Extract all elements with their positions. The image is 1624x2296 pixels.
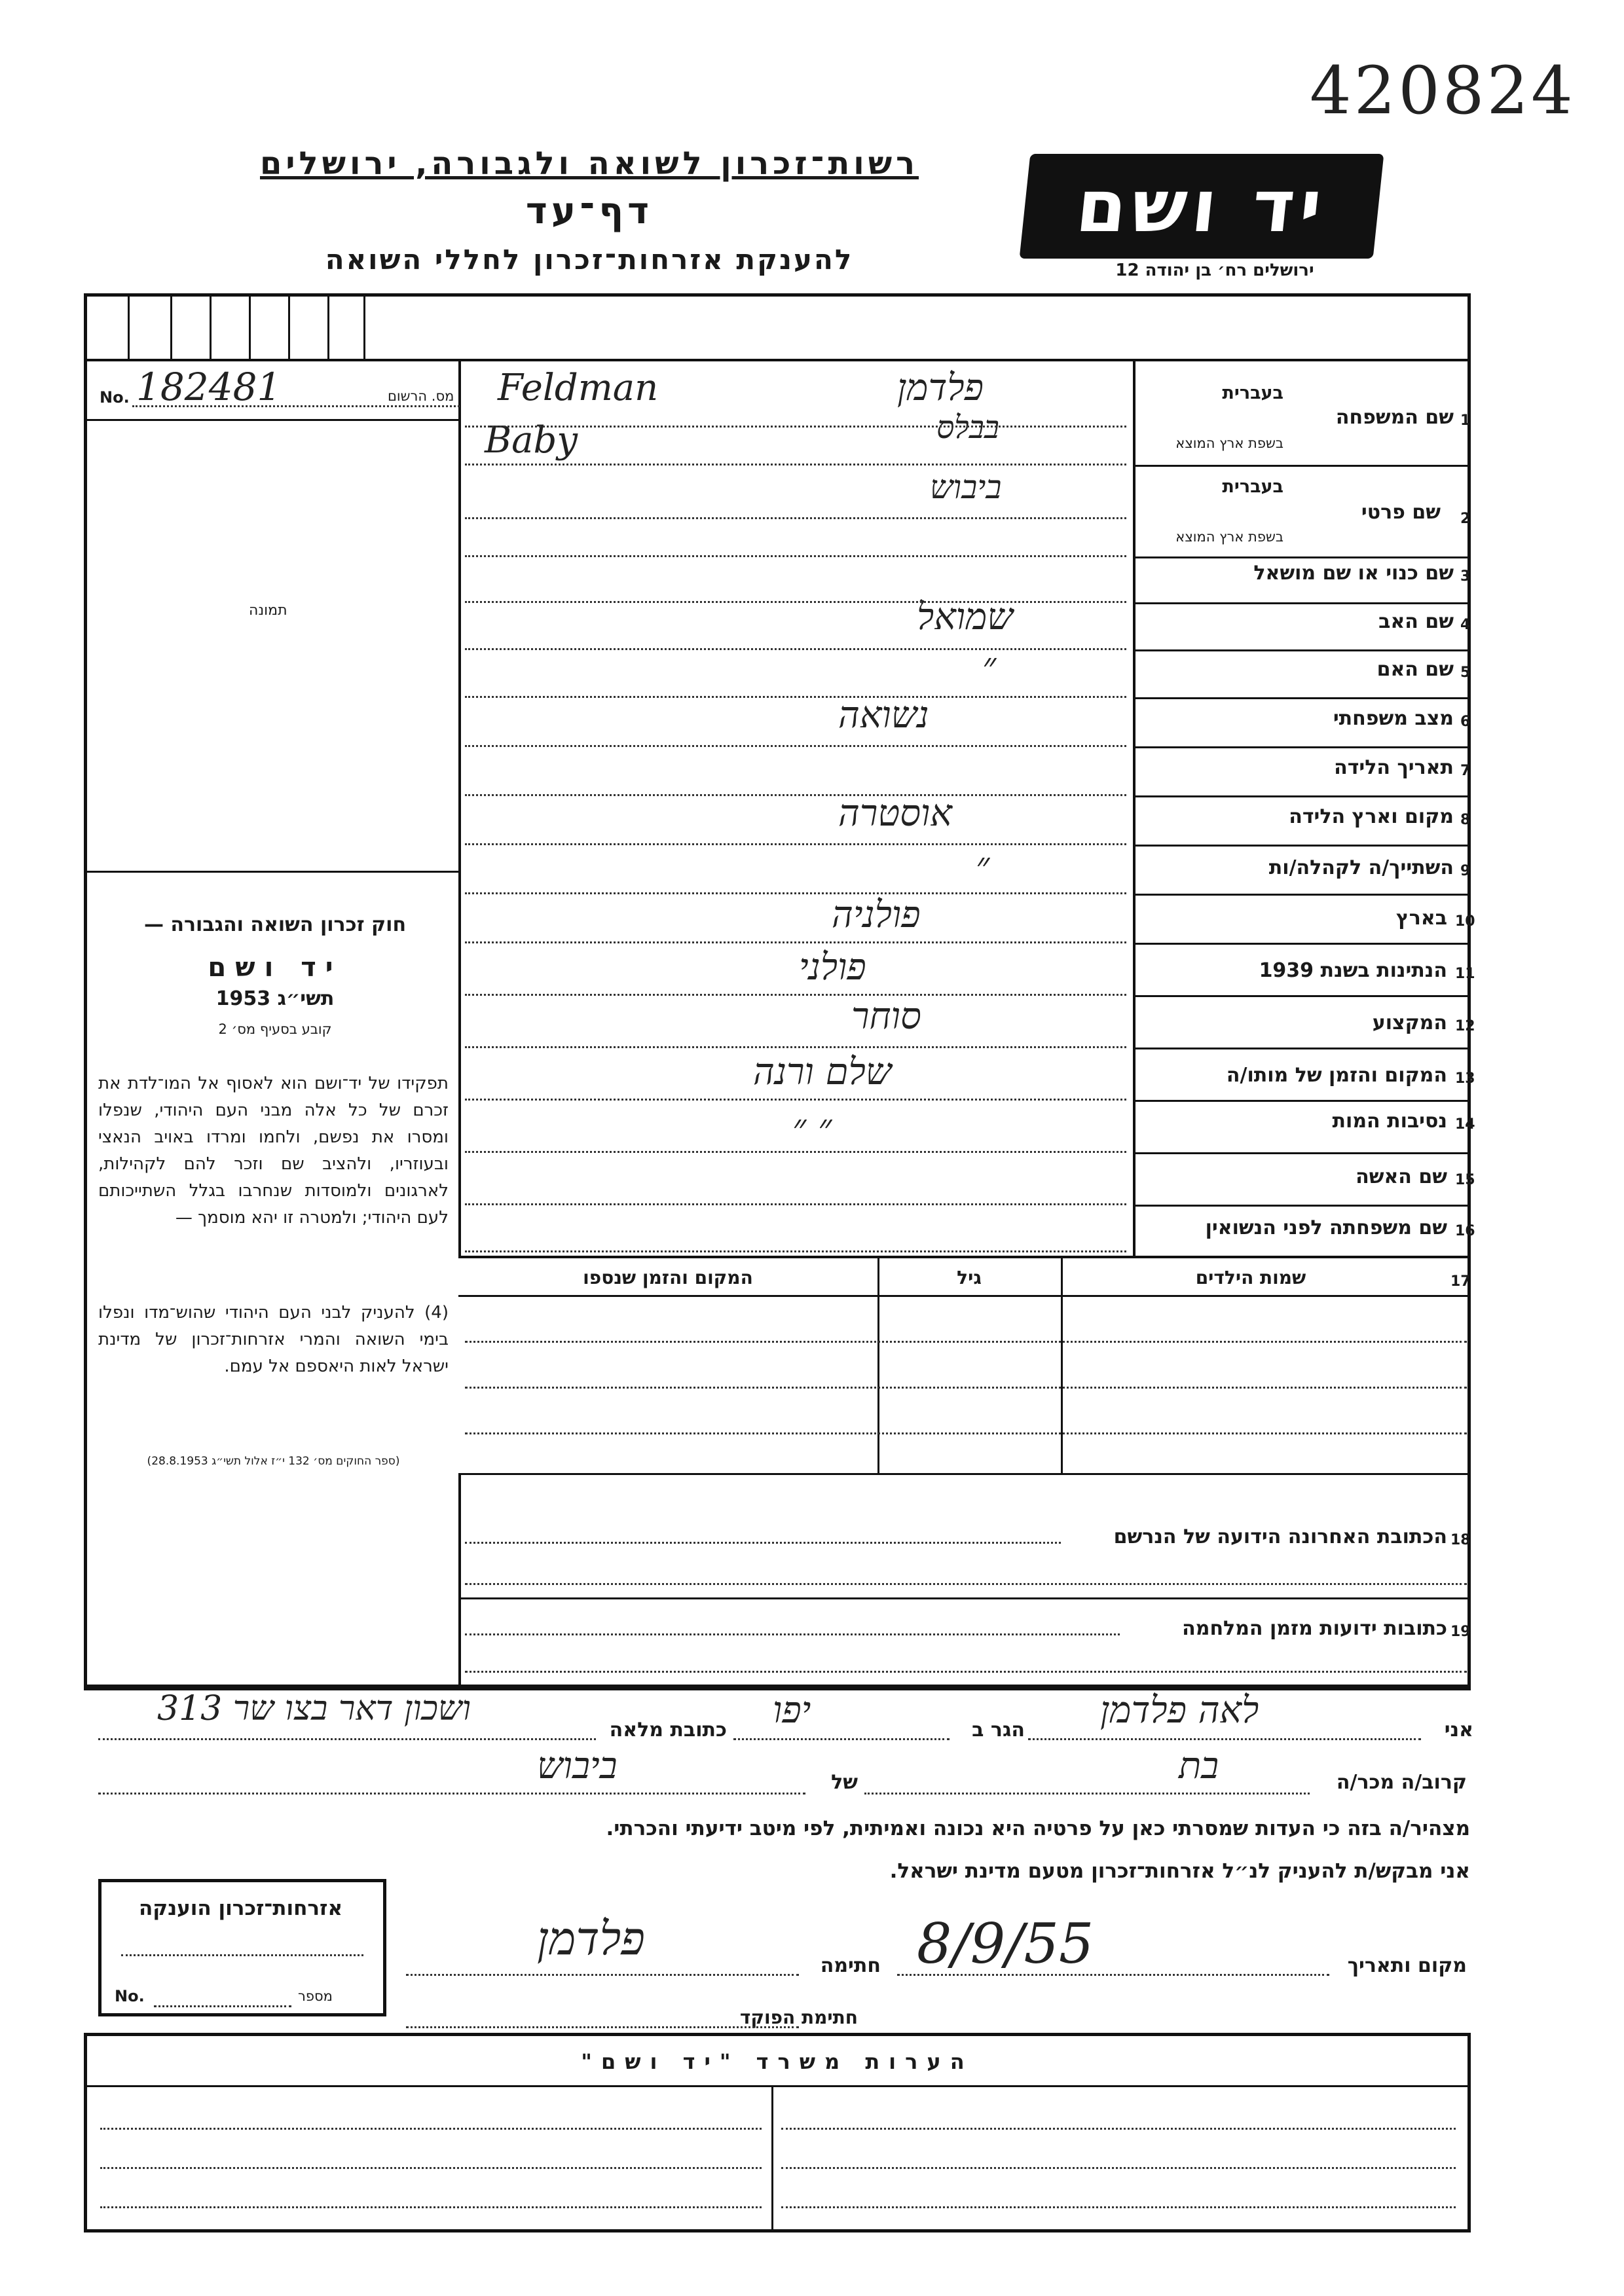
law-year: תשי״ג 1953 [215, 987, 335, 1010]
registration-number-value: 182481 [136, 365, 282, 409]
field-16-label: שם משפחתה לפני הנשואין [1205, 1216, 1447, 1239]
decl-ani: אני [1444, 1719, 1473, 1741]
field-6-number: 6 [1460, 714, 1471, 730]
address-last-number: 18 [1450, 1532, 1471, 1548]
logo-text: יד ושם [1072, 164, 1331, 248]
field-14-label: נסיבות המות [1332, 1110, 1447, 1133]
label-column-divider [1133, 359, 1135, 1256]
field-12-label: המקצוע [1372, 1011, 1447, 1034]
children-names-header: שמות הילדים [1195, 1267, 1306, 1288]
field-1-sub-top: בעברית [1222, 383, 1283, 403]
field-15-number: 15 [1455, 1172, 1475, 1188]
address-last-label: הכתובת האחרונה הידועה של הנרשם [1113, 1525, 1447, 1548]
field-14-number: 14 [1455, 1116, 1475, 1133]
field-10-value: פולניה [832, 894, 921, 936]
registration-no-label: No. [100, 388, 130, 407]
field-8-label: מקום וארץ הלידה [1289, 805, 1454, 828]
declaration-line-1: מצהיר/ה בזה כי העדות שמסרתי כאן על פרטיה היא נכונה ואמיתית, לפי מיטב ידיעתי והכרתי. [606, 1817, 1470, 1840]
field-2-number: 2 [1460, 511, 1471, 527]
archive-number: 420824 [1310, 52, 1576, 129]
of-value: ביבוש [537, 1745, 618, 1787]
residing-label: הגר ב [972, 1719, 1025, 1741]
form-title: דף־עד [525, 190, 654, 232]
field-12-value: סוחר [851, 995, 921, 1038]
field-7-number: 7 [1460, 763, 1471, 779]
office-notes-box [84, 2033, 1471, 2232]
field-2-sub-top: בעברית [1222, 477, 1283, 497]
declaration-line-2: אני מבקש/ת להעניק לנ״ל אזרחות־זכרון מטעם מדינת ישראל. [889, 1859, 1470, 1883]
law-paragraph-2: (4) להעניק לבני העם היהודי שהוש־מדו ונפלו בימי השואה והמרי אזרחות־זכרון של מדינת ישראל לאות היאספם אל עמם. [98, 1303, 449, 1376]
photo-label: תמונה [249, 602, 287, 619]
registration-field [100, 365, 456, 409]
children-place-header: המקום והזמן שנספו [583, 1267, 753, 1288]
citizenship-box [98, 1879, 386, 2016]
field-11-number: 11 [1455, 966, 1475, 982]
field-13-value: שלם ורנה [753, 1051, 892, 1093]
field-15-label: שם האשה [1356, 1165, 1447, 1188]
field-1-sub-bottom: בשפת ארץ המוצא [1175, 435, 1283, 451]
registration-label: מס. הרשום [388, 388, 454, 404]
law-source: (ספר החוקים מס׳ 132 י״ז אלול תשי״ג 28.8.1953) [147, 1455, 400, 1468]
form-subtitle: להענקת אזרחות־זכרון לחללי השואה [325, 244, 854, 276]
signature-label: חתימה [820, 1954, 881, 1977]
field-2-value-hebrew: בבלס [936, 409, 1000, 446]
field-13-label: המקום והזמן של מותו/ה [1226, 1064, 1447, 1087]
authority-title: רשות־זכרון לשואה ולגבורה, ירושלים [259, 145, 919, 182]
field-2-value-latin: Baby [485, 419, 578, 462]
field-11-label: הנתינות בשנת 1939 [1259, 959, 1447, 982]
field-1-value-latin: Feldman [498, 367, 659, 409]
residing-value: יפו [773, 1689, 811, 1732]
field-10-label: בארץ [1395, 907, 1447, 930]
place-date-value: 8/9/55 [917, 1912, 1094, 1976]
field-9-number: 9 [1460, 863, 1471, 879]
field-2-sub-bottom: בשפת ארץ המוצא [1175, 529, 1283, 545]
field-13-number: 13 [1455, 1070, 1475, 1087]
field-3-number: 3 [1460, 568, 1471, 585]
field-2-value-hebrew-2: ביבוש [930, 468, 1002, 506]
field-4-label: שם האב [1378, 610, 1454, 633]
field-8-value: אוסטרה [838, 792, 952, 835]
relation-value: בת [1179, 1745, 1219, 1787]
field-5-number: 5 [1460, 665, 1471, 681]
citizenship-no-label: No. [115, 1987, 145, 2005]
law-title: חוק זכרון השואה והגבורה — [143, 913, 407, 936]
field-6-value: נשואה [838, 694, 929, 737]
of-label: של [831, 1771, 858, 1794]
field-14-value: ״ ״ [792, 1106, 832, 1149]
field-10-number: 10 [1455, 913, 1475, 930]
yad-vashem-logo [1020, 154, 1384, 259]
relation-label: קרוב/ה מכר/ה [1336, 1771, 1467, 1794]
law-paragraph-1: תפקידו של יד־ושם הוא לאסוף אל המו־לדת את זכרם של כל אלה מבני העם היהודי, שנפלו ומסרו את נפשם, ולחמו ומרדו באויב הנאצי ובעוזריו, ולהציב שם וזכר להם לקהילות, לארגונים ולמוסדות שנחרבו בגלל השתייכותם לעם היהודי; ולמטרה זו יהא מוסמך — [98, 1074, 449, 1228]
citizenship-box-title: אזרחות־זכרון הוענקה [138, 1897, 343, 1920]
field-1-label: שם המשפחה [1335, 406, 1454, 429]
field-7-label: תאריך הלידה [1334, 756, 1454, 779]
field-9-label: השתייך/ה לקהלה/ות [1268, 856, 1454, 879]
field-1-value-hebrew: פלדמן [897, 367, 984, 409]
field-4-number: 4 [1460, 617, 1471, 633]
full-address-label: כתובת מלאה [609, 1719, 727, 1741]
field-3-label: שם כנוי או שם מושאל [1253, 562, 1454, 585]
law-clause: קובע בסעיף מס׳ 2 [218, 1021, 332, 1037]
children-number: 17 [1450, 1273, 1471, 1290]
field-1-number: 1 [1460, 412, 1471, 429]
field-8-number: 8 [1460, 812, 1471, 828]
field-5-label: שם האם [1376, 658, 1454, 681]
photo-column-divider [458, 359, 461, 1256]
field-9-value: ״ [976, 845, 990, 887]
citizenship-number-label: מספר [298, 1988, 333, 2004]
official-signature-label: חתימת הפוקד [739, 2007, 858, 2028]
field-6-label: מצב משפחתי [1333, 707, 1454, 730]
place-date-label: מקום ותאריך [1347, 1954, 1467, 1977]
signature-value: פלדמן [537, 1912, 645, 1965]
address-war-label: כתובות ידועות מזמן המלחמה [1182, 1617, 1447, 1640]
field-16-number: 16 [1455, 1223, 1475, 1239]
office-notes-title: הערות משרד "יד ושם" [581, 2049, 974, 2074]
field-4-value: שמואל [917, 596, 1013, 638]
law-name: יד ושם [208, 953, 342, 983]
field-11-value: פולני [799, 946, 866, 989]
full-address-value: ושכון דאר בצו שר 313 [157, 1689, 471, 1728]
field-2-label: שם פרטי [1361, 501, 1441, 524]
address-war-number: 19 [1450, 1624, 1471, 1640]
children-age-header: גיל [957, 1267, 982, 1288]
logo-address: ירושלים רח׳ בן יהודה 12 [1115, 261, 1314, 280]
field-5-value: ״ [982, 645, 997, 687]
witness-name: לאה פלדמן [1100, 1689, 1259, 1732]
field-12-number: 12 [1455, 1018, 1475, 1034]
